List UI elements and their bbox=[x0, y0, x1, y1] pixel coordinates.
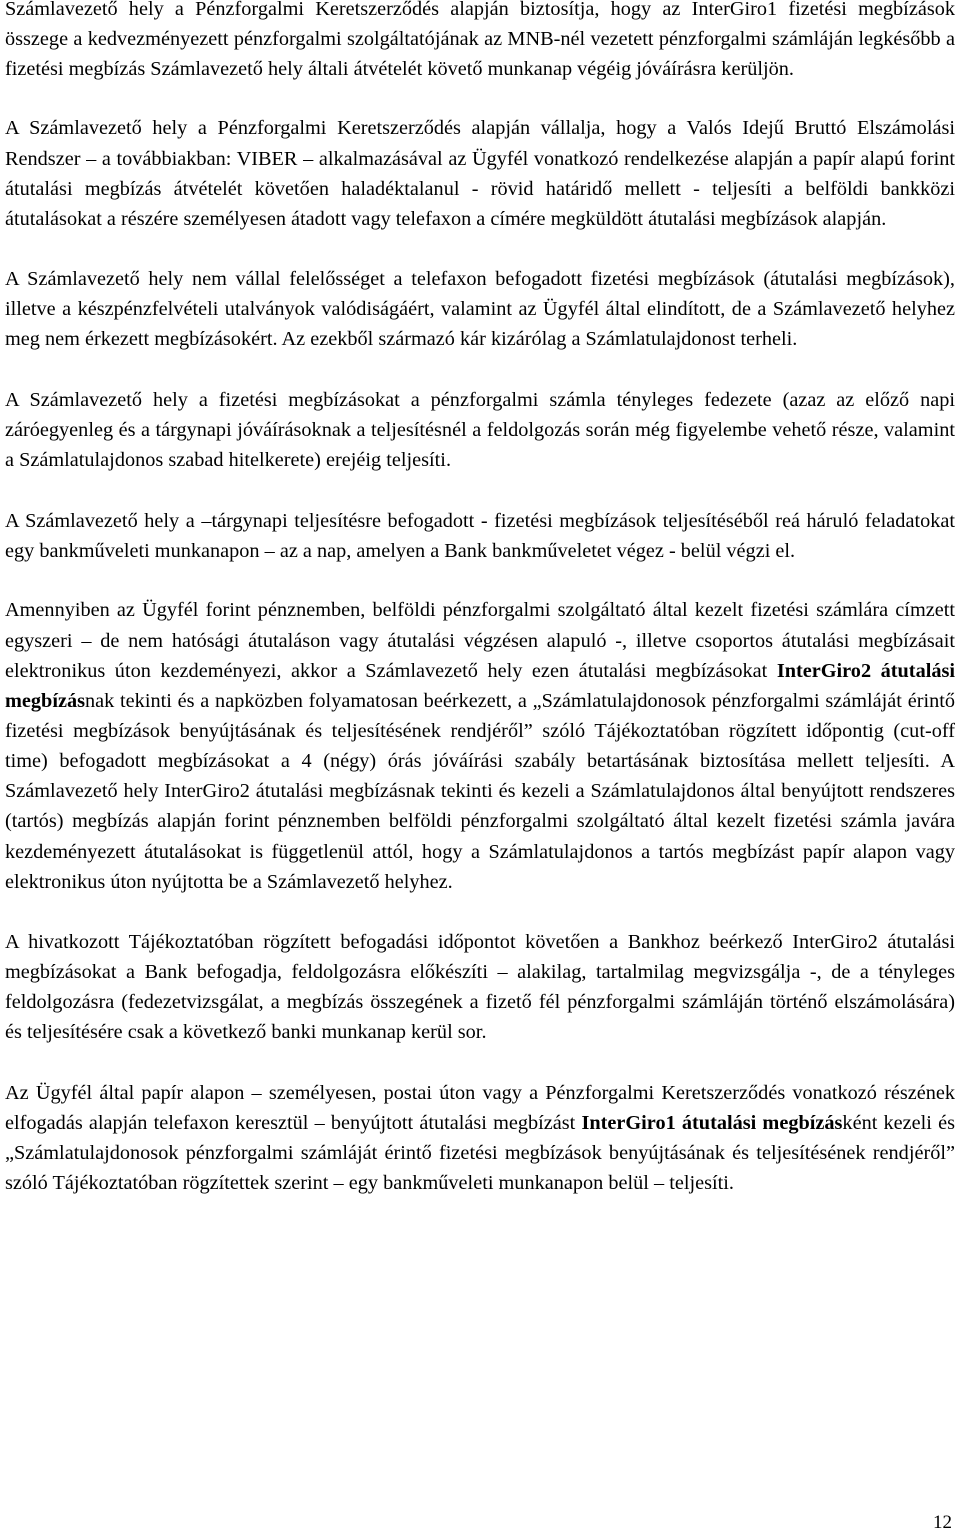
paragraph-text: A Számlavezető hely a fizetési megbízásokat a pénzforgalmi számla tényleges fedezete (azaz az előző napi záróegyenleg és a tárgynapi jóváírásoknak a teljesítésnél a feldolgozás során még figyelembe vehető része, valamint a Számlatulajdonos szabad hitelkerete) erejéig teljesíti. bbox=[5, 388, 955, 471]
paragraph-text: A Számlavezető hely nem vállal felelősséget a telefaxon befogadott fizetési megbízások (átutalási megbízások), illetve a készpénzfelvételi utalványok valódiságáért, valamint az Ügyfél által elindított, de a Számlavezető helyhez meg nem érkezett megbízásokért. Az ezekből származó kár kizárólag a Számlatulajdonost terheli. bbox=[5, 268, 955, 351]
paragraph-text: A hivatkozott Tájékoztatóban rögzített befogadási időpontot követően a Bankhoz beérkező InterGiro2 átutalási megbízásokat a Bank befogadja, feldolgozásra előkészíti – alakilag, tartalmilag megvizsgálja -, de a tényleges feldolgozásra (fedezetvizsgálat, a megbízás összegének a fizető fél pénzforgalmi számláján történő elszámolására) és teljesítésére csak a következő banki munkanap kerül sor. bbox=[5, 930, 955, 1044]
paragraph-liability-disclaimer bbox=[5, 264, 955, 354]
paragraph-text: ként kezeli és „Számlatulajdonosok pénzforgalmi számláját érintő fizetési megbízások benyújtásának és teljesítésének rendjéről” szóló Tájékoztatóban rögzítettek szerint – egy bankműveleti munkanapon belül – teljesíti. bbox=[5, 1111, 955, 1194]
paragraph-text: Amennyiben az Ügyfél forint pénznemben, belföldi pénzforgalmi szolgáltató által kezelt fizetési számlára címzett egyszeri – de nem hatósági átutaláson vagy átutalási végzésen alapuló -, illetve csoportos átutalási megbízásait elektronikus úton kezdeményezi, akkor a Számlavezető hely ezen átutalási megbízásokat bbox=[5, 599, 955, 682]
paragraph-text: Számlavezető hely a Pénzforgalmi Keretszerződés alapján biztosítja, hogy az InterGiro1 fizetési megbízások összege a kedvezményezett pénzforgalmi szolgáltatójának az MNB-nél vezetett pénzforgalmi számláján legkésőbb a fizetési megbízás Számlavezető hely általi átvételét követő munkanap végéig jóváírásra kerüljön. bbox=[5, 0, 955, 81]
body-text bbox=[5, 0, 955, 1198]
paragraph-viber-execution bbox=[5, 113, 955, 234]
paragraph-intergiro1-paper bbox=[5, 1078, 955, 1199]
paragraph-text: Az Ügyfél által papír alapon – személyesen, postai úton vagy a Pénzforgalmi Keretszerződés vonatkozó részének elfogadás alapján telefaxon keresztül – benyújtott átutalási megbízást bbox=[5, 1081, 955, 1134]
paragraph-banking-day bbox=[5, 506, 955, 566]
bold-term-intergiro2: InterGiro2 átutalási megbízás bbox=[5, 659, 956, 712]
paragraph-text: A Számlavezető hely a –tárgynapi teljesítésre befogadott - fizetési megbízások teljesítéséből reá háruló feladatokat egy bankműveleti munkanapon – az a nap, amelyen a Bank bankműveletet végez - belül végzi el. bbox=[5, 510, 955, 563]
paragraph-coverage-rule bbox=[5, 385, 955, 475]
paragraph-text: nak tekinti és a napközben folyamatosan beérkezett, a „Számlatulajdonosok pénzforgalmi számláját érintő fizetési megbízások benyújtásának és teljesítésének rendjéről” szóló Tájékoztatóban rögzített időpontig (cut-off time) befogadott megbízásokat a 4 (négy) órás jóváírási szabály betartásának biztosítása mellett teljesíti. A Számlavezető hely InterGiro2 átutalási megbízásnak tekinti és kezeli a Számlatulajdonos által benyújtott rendszeres (tartós) megbízás alapján forint pénznemben belföldi pénzforgalmi szolgáltató által kezelt fizetési számla javára kezdeményezett átutalásokat is függetlenül attól, hogy a Számlatulajdonos a tartós megbízást papír alapon vagy elektronikus úton nyújtotta be a Számlavezető helyhez. bbox=[5, 689, 955, 893]
paragraph-intergiro1-crediting bbox=[5, 0, 955, 84]
paragraph-after-cutoff bbox=[5, 927, 955, 1048]
bold-term-intergiro1: InterGiro1 átutalási megbízás bbox=[581, 1111, 843, 1134]
paragraph-intergiro2-definition bbox=[5, 595, 955, 897]
page-number: 12 bbox=[933, 1512, 952, 1533]
paragraph-text: A Számlavezető hely a Pénzforgalmi Keretszerződés alapján vállalja, hogy a Valós Idejű Bruttó Elszámolási Rendszer – a továbbiakban: VIBER – alkalmazásával az Ügyfél vonatkozó rendelkezése alapján a papír alapú forint átutalási megbízás átvételét követően haladéktalanul - rövid határidő mellett - teljesíti a belföldi bankközi átutalásokat a részére személyesen átadott vagy telefaxon a címére megküldött átutalási megbízások alapján. bbox=[5, 117, 955, 230]
